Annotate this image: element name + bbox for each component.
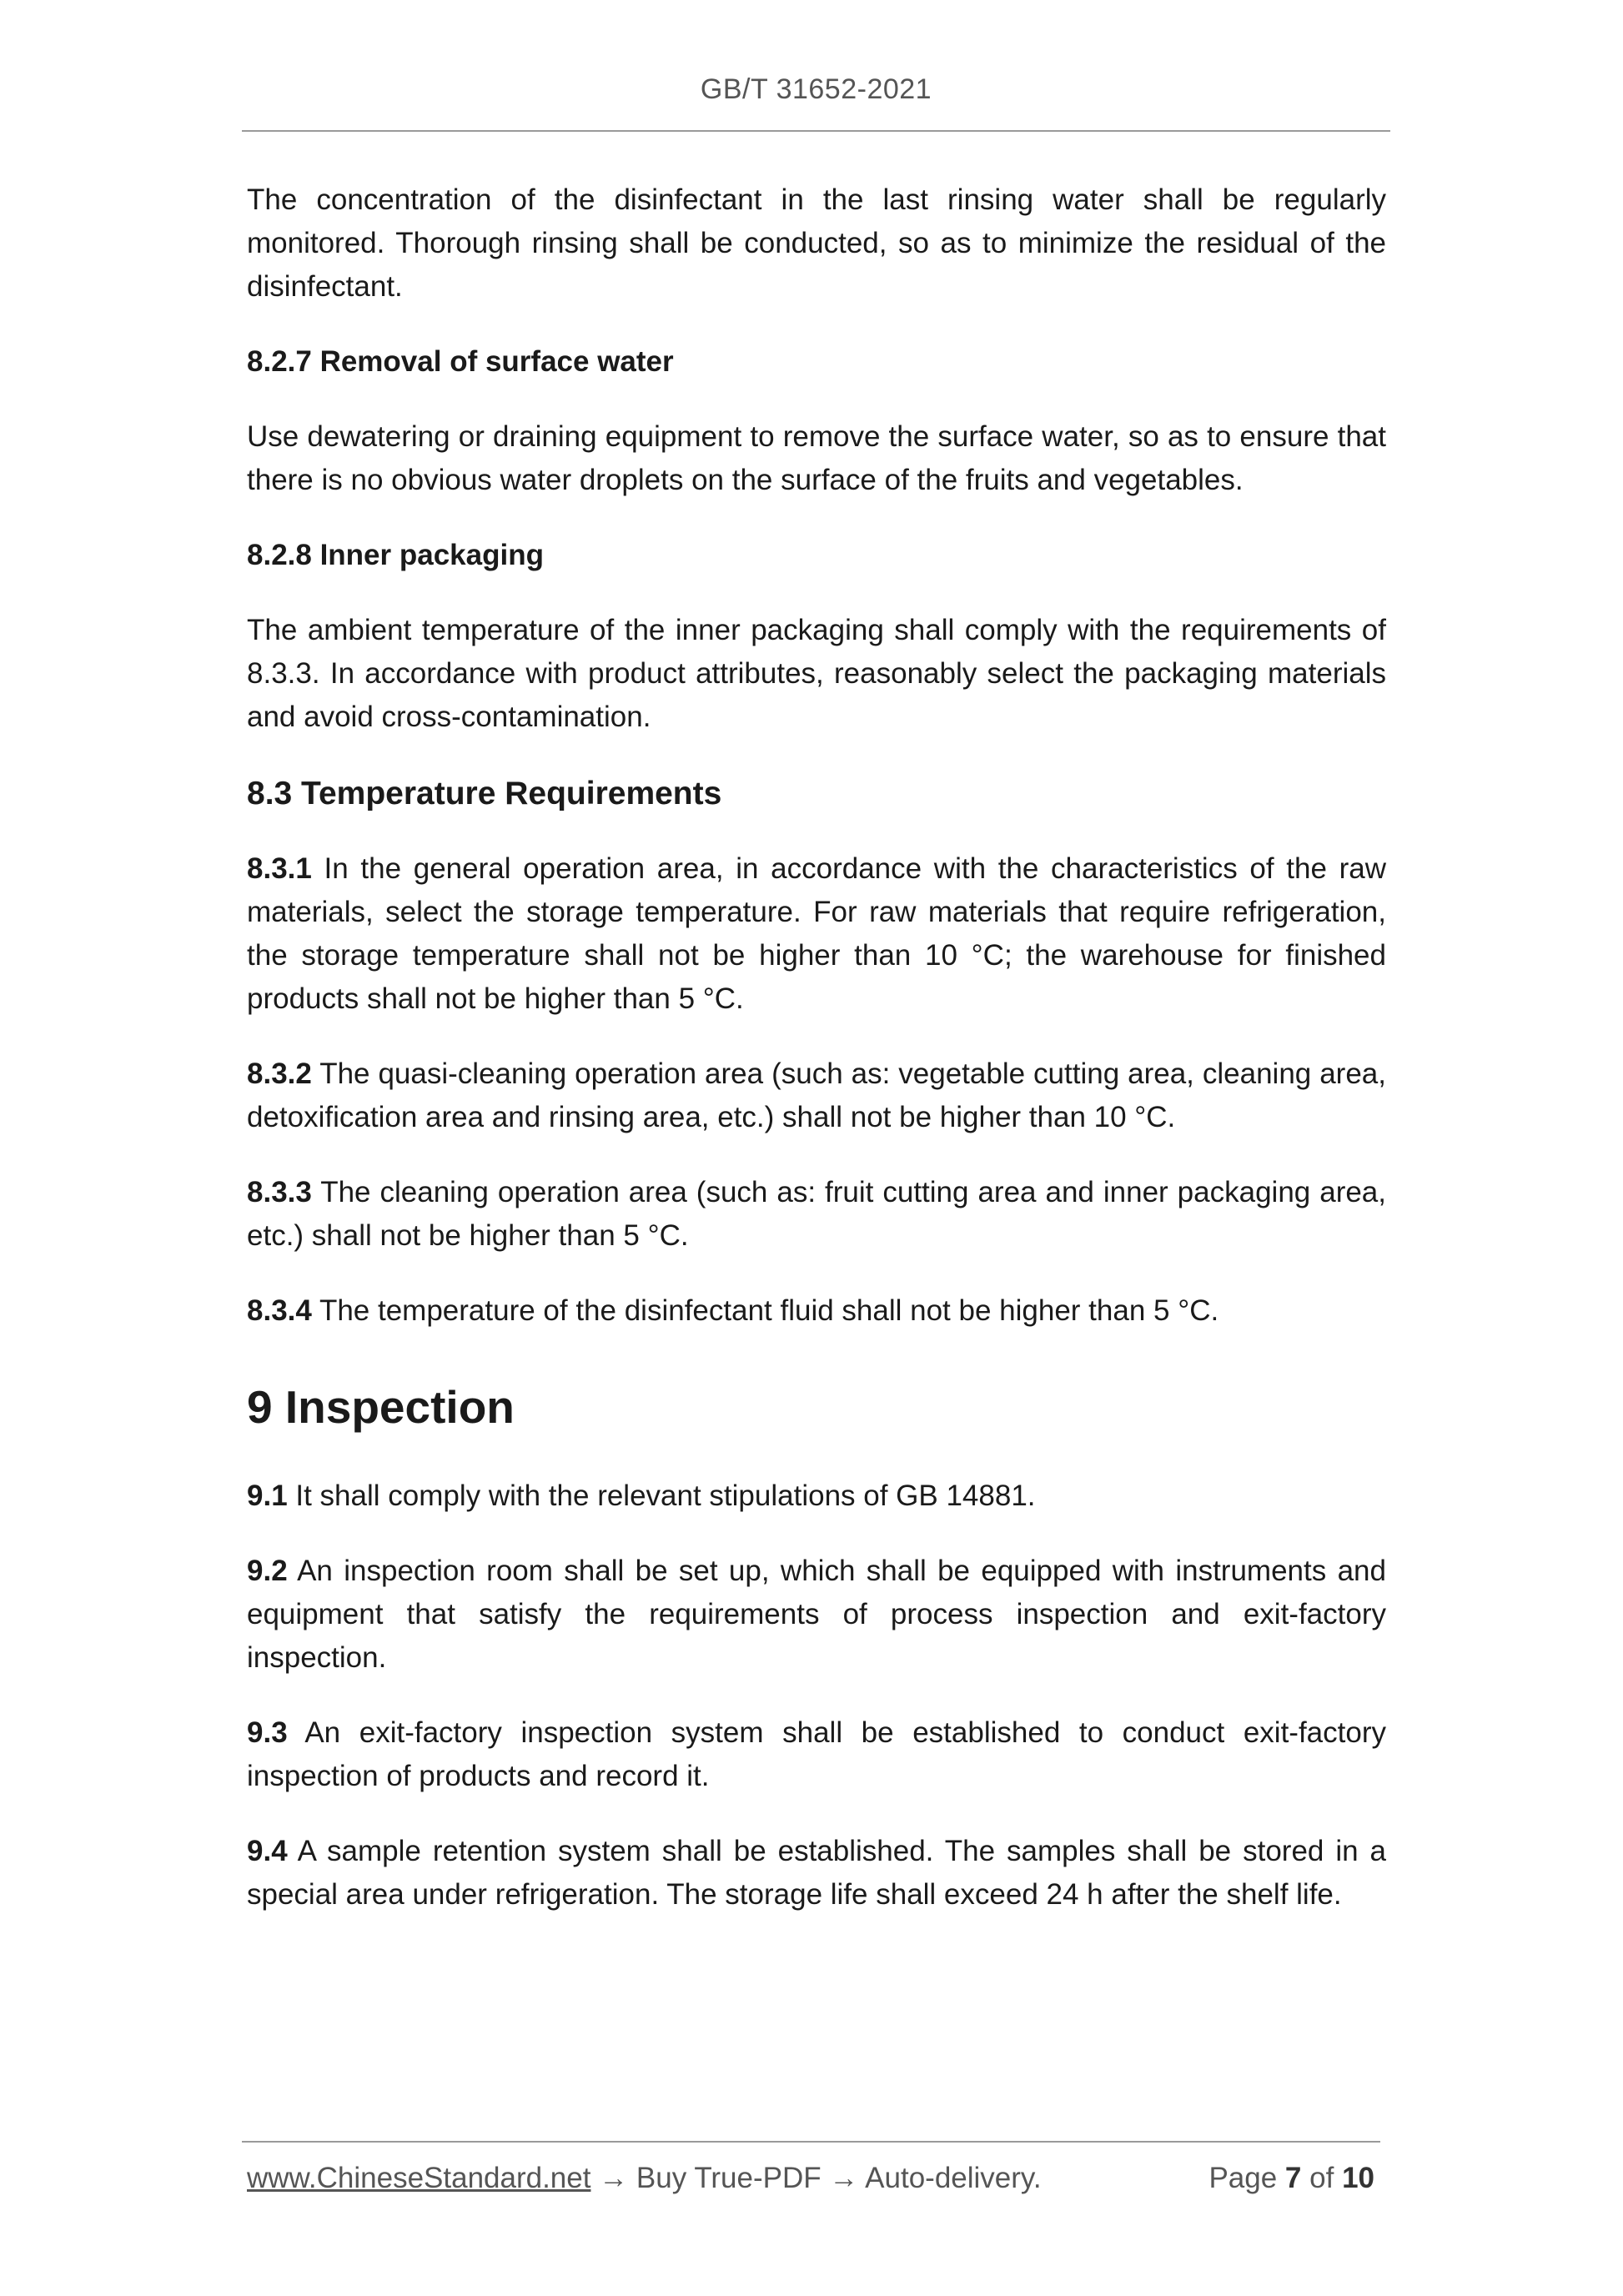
clause-number: 8.3.3 xyxy=(247,1176,312,1208)
document-body xyxy=(247,178,1386,1948)
paragraph-8-2-8: The ambient temperature of the inner packaging shall comply with the requirements of 8.3.3. In accordance with product attributes, reasonably select the packaging materials and avoid cross-contamination. xyxy=(247,614,1386,733)
clause-text: An exit-factory inspection system shall be established to conduct exit-factory inspection of products and record it. xyxy=(247,1716,1386,1792)
clause-text: It shall comply with the relevant stipulations of GB 14881. xyxy=(287,1480,1036,1512)
clause-8-3-1 xyxy=(247,847,1386,1021)
header-divider xyxy=(242,130,1390,132)
paragraph-8-2-7: Use dewatering or draining equipment to remove the surface water, so as to ensure that there is no obvious water droplets on the surface of the fruits and vegetables. xyxy=(247,420,1386,496)
page-word: Page xyxy=(1208,2162,1278,2194)
footer-divider xyxy=(242,2141,1380,2143)
clause-text: In the general operation area, in accordance with the characteristics of the raw materials, select the storage temperature. For raw materials that require refrigeration, the storage temperature shall not be higher than 10 °C; the warehouse for finished products shall not be higher than 5 °C. xyxy=(247,852,1386,1015)
standard-number: GB/T 31652-2021 xyxy=(700,73,932,105)
clause-number: 9.4 xyxy=(247,1835,288,1867)
clause-text: An inspection room shall be set up, which shall be equipped with instruments and equipment that satisfy the requirements of process inspection and exit-factory inspection. xyxy=(247,1555,1386,1674)
heading-8-2-7: 8.2.7 Removal of surface water xyxy=(247,345,674,378)
of-word: of xyxy=(1309,2162,1334,2194)
clause-9-3 xyxy=(247,1711,1386,1798)
footer-promo xyxy=(247,2162,1042,2195)
clause-number: 8.3.2 xyxy=(247,1058,312,1090)
clause-number: 9.3 xyxy=(247,1716,288,1749)
chinesestandard-link[interactable]: www.ChineseStandard.net xyxy=(247,2162,591,2194)
clause-8-3-3 xyxy=(247,1171,1386,1258)
clause-text: The temperature of the disinfectant fluid shall not be higher than 5 °C. xyxy=(311,1294,1219,1327)
heading-9-inspection: 9 Inspection xyxy=(247,1381,515,1433)
intro-paragraph: The concentration of the disinfectant in the last rinsing water shall be regularly monitored. Thorough rinsing shall be conducted, so as to minimize the residual of the disinfectant. xyxy=(247,183,1386,303)
footer-promo-text: → Buy True-PDF → Auto-delivery. xyxy=(590,2162,1042,2194)
clause-text: The cleaning operation area (such as: fruit cutting area and inner packaging area, etc.) shall not be higher than 5 °C. xyxy=(247,1176,1386,1252)
page-total: 10 xyxy=(1342,2162,1374,2194)
clause-9-4 xyxy=(247,1830,1386,1917)
page-footer xyxy=(247,2162,1381,2203)
clause-8-3-2 xyxy=(247,1053,1386,1139)
clause-number: 8.3.4 xyxy=(247,1294,312,1327)
clause-9-2 xyxy=(247,1550,1386,1680)
clause-number: 8.3.1 xyxy=(247,852,312,885)
clause-number: 9.2 xyxy=(247,1555,288,1587)
clause-text: A sample retention system shall be established. The samples shall be stored in a special area under refrigeration. The storage life shall exceed 24 h after the shelf life. xyxy=(247,1835,1386,1911)
page-current: 7 xyxy=(1284,2162,1302,2194)
document-header xyxy=(242,73,1390,106)
clause-8-3-4 xyxy=(247,1289,1386,1333)
heading-8-3: 8.3 Temperature Requirements xyxy=(247,776,722,811)
clause-9-1 xyxy=(247,1475,1386,1518)
page-number xyxy=(1208,2162,1374,2195)
heading-8-2-8: 8.2.8 Inner packaging xyxy=(247,539,544,571)
clause-number: 9.1 xyxy=(247,1480,288,1512)
clause-text: The quasi-cleaning operation area (such as: vegetable cutting area, cleaning area, detoxification area and rinsing area, etc.) shall not be higher than 10 °C. xyxy=(247,1058,1386,1133)
